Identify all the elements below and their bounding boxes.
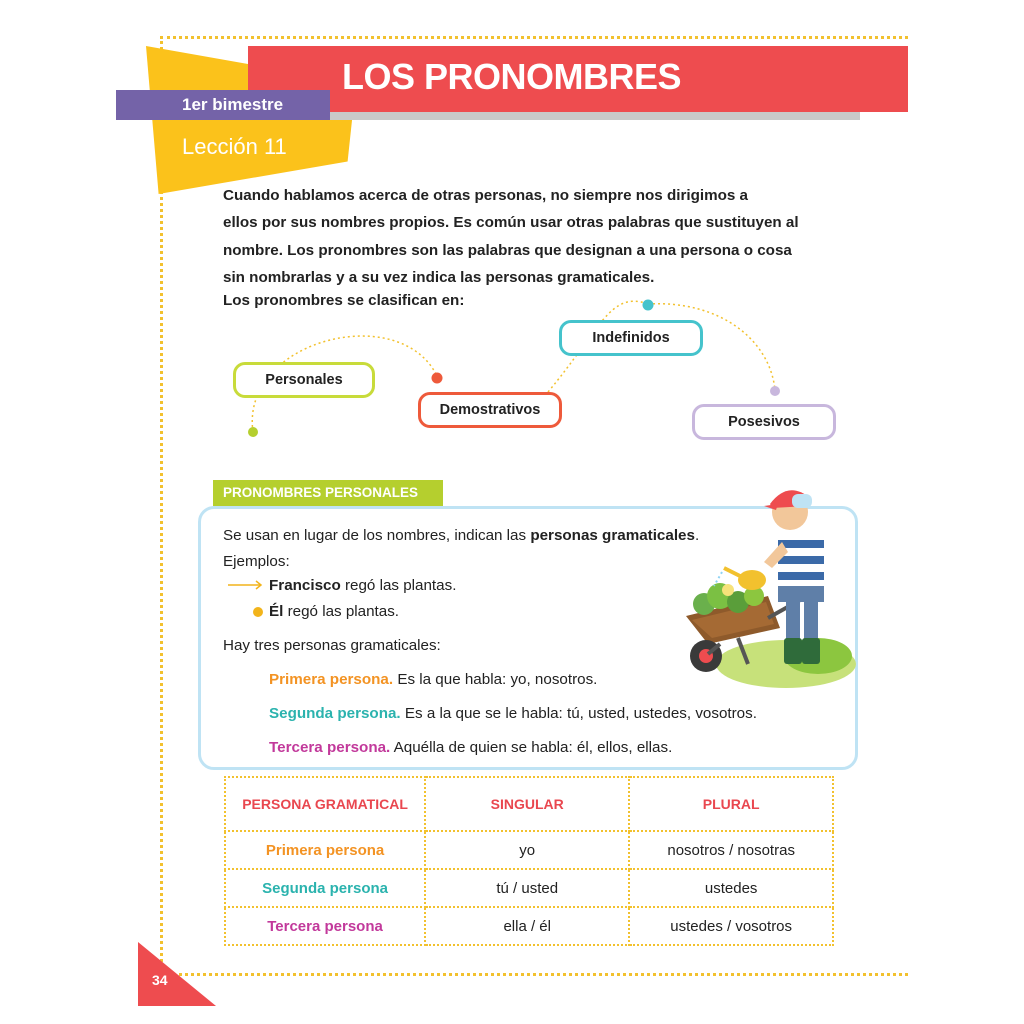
first-person-label: Primera persona. bbox=[269, 671, 394, 688]
class-posesivos: Posesivos bbox=[692, 404, 836, 440]
usage-text: Se usan en lugar de los nombres, indican las bbox=[223, 527, 531, 544]
lesson-label: Lección 11 bbox=[182, 134, 287, 159]
intro-line-4: sin nombrarlas y a su vez indica las personas gramaticales. bbox=[223, 269, 655, 287]
class-demostrativos: Demostrativos bbox=[418, 392, 562, 428]
table-cell: nosotros / nosotras bbox=[629, 831, 833, 869]
three-persons-label: Hay tres personas gramaticales: bbox=[223, 637, 441, 654]
usage-line bbox=[223, 526, 699, 546]
third-person-label: Tercera persona. bbox=[269, 739, 391, 756]
usage-keyword: personas gramaticales bbox=[530, 527, 695, 544]
second-person-text: Es a la que se le habla: tú, usted, ustedes, vosotros. bbox=[400, 705, 757, 722]
classify-label: Los pronombres se clasifican en: bbox=[223, 292, 465, 309]
example-2 bbox=[269, 602, 399, 622]
table-row bbox=[225, 831, 833, 869]
intro-line-1: Cuando hablamos acerca de otras personas, no siempre nos dirigimos a bbox=[223, 187, 748, 204]
bimestre-label: 1er bimestre bbox=[116, 90, 330, 120]
page-title: LOS PRONOMBRES bbox=[342, 56, 682, 97]
table-cell: ella / él bbox=[425, 907, 629, 945]
examples-label: Ejemplos: bbox=[223, 553, 290, 570]
arrow-icon bbox=[226, 579, 266, 591]
intro-keyword: pronombres bbox=[318, 241, 407, 259]
example-1-noun: Francisco bbox=[269, 577, 341, 594]
third-person-text: Aquélla de quien se habla: él, ellos, ellas. bbox=[390, 739, 673, 756]
example-2-rest: regó las plantas. bbox=[283, 603, 400, 620]
table-header-plural: PLURAL bbox=[629, 777, 833, 831]
second-person-label: Segunda persona. bbox=[269, 705, 401, 722]
example-2-pronoun: Él bbox=[269, 603, 284, 620]
table-cell: tú / usted bbox=[425, 869, 629, 907]
first-person-text: Es la que habla: yo, nosotros. bbox=[393, 671, 598, 688]
table-header-singular: SINGULAR bbox=[425, 777, 629, 831]
first-person-line bbox=[269, 670, 597, 690]
table-row bbox=[225, 907, 833, 945]
table-cell: Tercera persona bbox=[225, 907, 425, 945]
table-cell: yo bbox=[425, 831, 629, 869]
bullet-dot-icon bbox=[252, 606, 264, 618]
usage-period: . bbox=[694, 527, 700, 544]
table-header-persona: PERSONA GRAMATICAL bbox=[225, 777, 425, 831]
table-cell: Primera persona bbox=[225, 831, 425, 869]
intro-line-3a: nombre. Los bbox=[223, 241, 319, 259]
page-number: 34 bbox=[152, 972, 168, 988]
second-person-line bbox=[269, 704, 757, 724]
section-tag: PRONOMBRES PERSONALES bbox=[213, 480, 443, 506]
example-1 bbox=[269, 576, 456, 596]
pronoun-table bbox=[224, 776, 834, 946]
table-cell: ustedes bbox=[629, 869, 833, 907]
example-1-rest: regó las plantas. bbox=[340, 577, 457, 594]
class-personales: Personales bbox=[233, 362, 375, 398]
table-cell: Segunda persona bbox=[225, 869, 425, 907]
table-row bbox=[225, 869, 833, 907]
intro-line-3c: son las palabras que designan a una persona o cosa bbox=[406, 241, 792, 259]
boy-watering-illustration bbox=[668, 478, 858, 692]
intro-line-2: ellos por sus nombres propios. Es común usar otras palabras que sustituyen al bbox=[223, 214, 799, 232]
table-header-row bbox=[225, 777, 833, 831]
third-person-line bbox=[269, 738, 672, 758]
class-indefinidos: Indefinidos bbox=[559, 320, 703, 356]
table-cell: ustedes / vosotros bbox=[629, 907, 833, 945]
